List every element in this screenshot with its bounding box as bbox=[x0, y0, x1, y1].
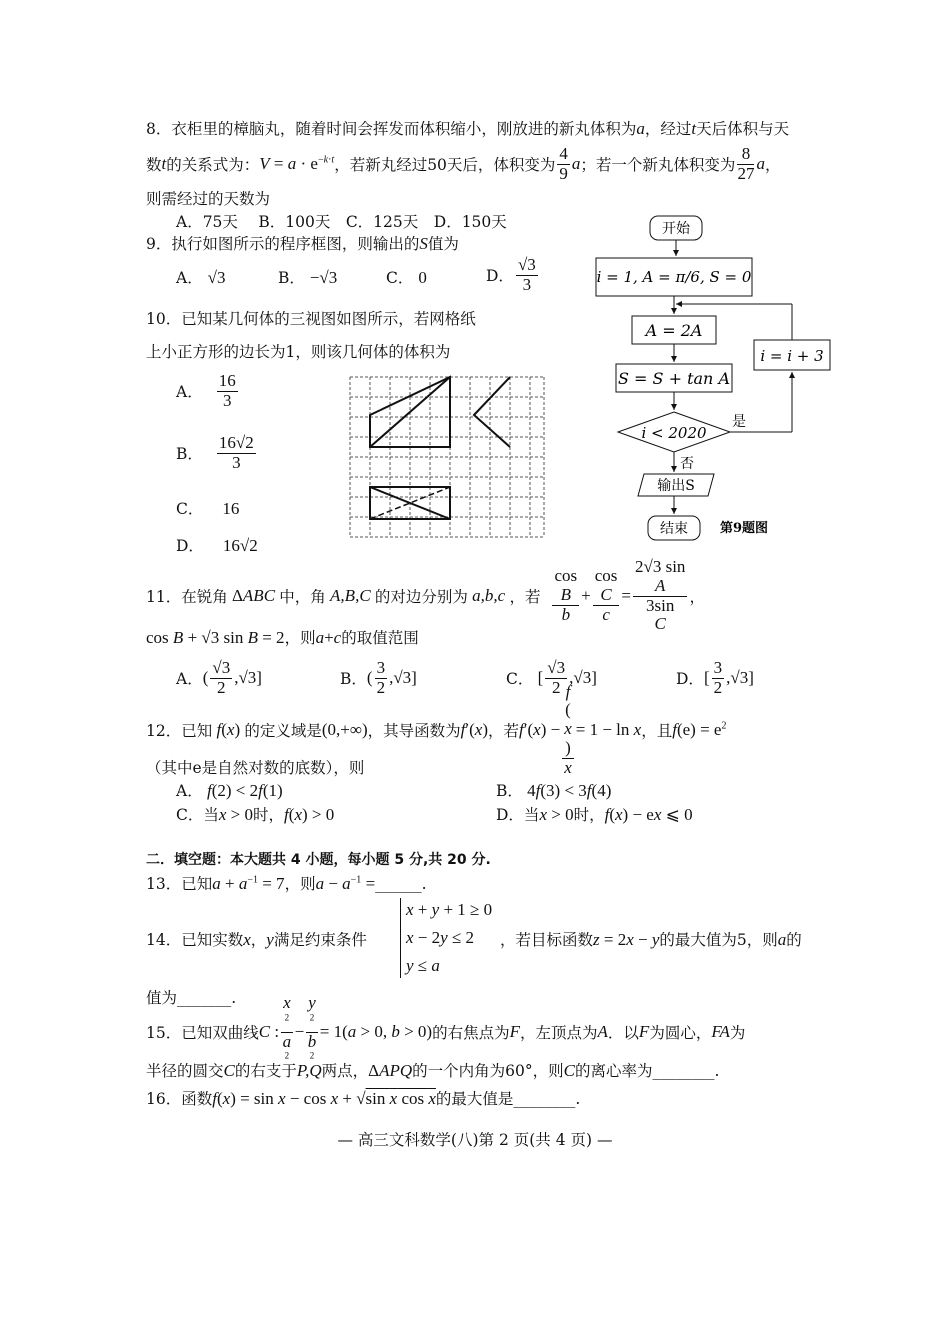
q16: 16．函数f(x) = sin x − cos x + √sin x cos x的最大值是________. bbox=[146, 1089, 581, 1108]
q10-line1: 10．已知某几何体的三视图如图所示，若网格纸 bbox=[146, 310, 476, 328]
q13: 13．已知$a + a^{-1} = 7$，则$a - a^{-1}$ =______. bbox=[146, 874, 427, 893]
q15-line1: 15．已知双曲线 C : x $^2$ a $^2$ − y $^2$ b $^2$ = 1(a > 0, b > 0) 的右焦点为 F ，左顶点为 A ．以 F 为圆心， FA 为 bbox=[146, 993, 746, 1061]
q12-option-b: B． 4f(3) < 3f(4) bbox=[496, 781, 612, 800]
section-2-heading: 二．填空题：本大题共 4 小题，每小题 5 分,共 20 分. bbox=[146, 852, 491, 868]
q11-line1: 11．在锐角 ΔABC 中，角 A,B,C 的对边分别为 a,b,c ，若 cos B b + cos C c = 2√3 sin A 3sin C ， bbox=[146, 557, 705, 634]
constraint-system: x + y + 1 ≥ 0 x − 2y ≤ 2 y ≤ a bbox=[406, 900, 493, 975]
flow-inc-text: i = i + 3 bbox=[760, 347, 824, 365]
q8-line2: 数 t 的关系式为： $V = a \cdot e^{-k\cdot t}$ ，若新丸经过50天后，体积变为 $\frac{4}{9}$ a ；若一个新丸体积变为 $\frac{8}{27}$ a ， bbox=[146, 143, 781, 183]
q9-option-a: A． √3 bbox=[176, 268, 226, 287]
q10-option-a: A． $\frac{16}{3}$ bbox=[176, 371, 236, 410]
q11-option-d: D． [ $\frac{3}{2}$ ,√3] bbox=[676, 657, 754, 697]
flow-caption: 第9题图 bbox=[720, 521, 769, 536]
q9-option-b: B． −√3 bbox=[278, 268, 338, 287]
page-footer: — 高三文科数学(八)第 2 页(共 4 页) — bbox=[337, 1131, 613, 1149]
q10-option-d: D． 16√2 bbox=[176, 536, 258, 555]
flow-step2-text: S = S + tan A bbox=[618, 369, 730, 388]
q14-line1: 14．已知实数x，y满足约束条件 bbox=[146, 930, 367, 949]
flow-yes-label: 是 bbox=[732, 414, 746, 430]
flow-output-text: 输出S bbox=[657, 478, 695, 494]
q15-line2: 半径的圆交C的右支于P,Q两点，ΔAPQ的一个内角为60°，则C的离心率为________. bbox=[146, 1061, 720, 1080]
q10-option-b: B． $\frac{16√2}{3}$ bbox=[176, 433, 254, 472]
q9-option-d: D． $\frac{√3}{3}$ bbox=[486, 255, 536, 294]
q11-option-c: C． [ $\frac{√3}{2}$ ,√3] bbox=[506, 657, 597, 697]
flow-decision-text: i < 2020 bbox=[641, 424, 707, 442]
q10-line2: 上小正方形的边长为1，则该几何体的体积为 bbox=[146, 343, 451, 361]
flowchart-figure bbox=[590, 210, 840, 550]
q10-option-c: C． 16 bbox=[176, 499, 240, 518]
three-view-figure bbox=[348, 375, 546, 541]
q12-option-c: C．当x > 0时，f(x) > 0 bbox=[176, 805, 335, 824]
q8-line3: 则需经过的天数为 bbox=[146, 190, 271, 208]
q12-line2: （其中e是自然对数的底数），则 bbox=[146, 759, 365, 777]
flow-init-text: i = 1, A = π/6, S = 0 bbox=[596, 268, 752, 286]
q9-stem: 9．执行如图所示的程序框图，则输出的S值为 bbox=[146, 234, 459, 253]
q8-line1: 8．衣柜里的樟脑丸，随着时间会挥发而体积缩小，刚放进的新丸体积为a，经过t天后体积与天 bbox=[146, 119, 790, 138]
q11-option-b: B． ( $\frac{3}{2}$ ,√3] bbox=[340, 657, 417, 697]
q12-line1: 12．已知 f(x) 的定义域是 (0,+∞) ，其导函数为 f′(x) ，若 f′(x) − f ( x ) x = 1 − ln x ，且 $f(e) = e^2$ bbox=[146, 681, 727, 777]
flow-start-text: 开始 bbox=[662, 221, 690, 237]
constraint-brace bbox=[400, 898, 401, 978]
q8-options: A．75天 B．100天 C．125天 D．150天 bbox=[176, 213, 507, 231]
flow-step1-text: A = 2A bbox=[645, 321, 703, 340]
flow-end-text: 结束 bbox=[660, 521, 688, 537]
q11-option-a: A． ( $\frac{√3}{2}$ ,√3] bbox=[176, 657, 262, 697]
q11-line2: cos B + √3 sin B = 2，则a+c的取值范围 bbox=[146, 628, 419, 647]
q14-line1-end: ，若目标函数z = 2x − y的最大值为5，则a的 bbox=[500, 930, 802, 949]
flow-no-label: 否 bbox=[680, 456, 694, 472]
q12-option-d: D．当x > 0时，f(x) − ex ⩽ 0 bbox=[496, 805, 693, 824]
q9-option-c: C． 0 bbox=[386, 268, 427, 287]
q12-option-a: A． f(2) < 2f(1) bbox=[176, 781, 283, 800]
q14-line2: 值为_______. bbox=[146, 989, 237, 1007]
